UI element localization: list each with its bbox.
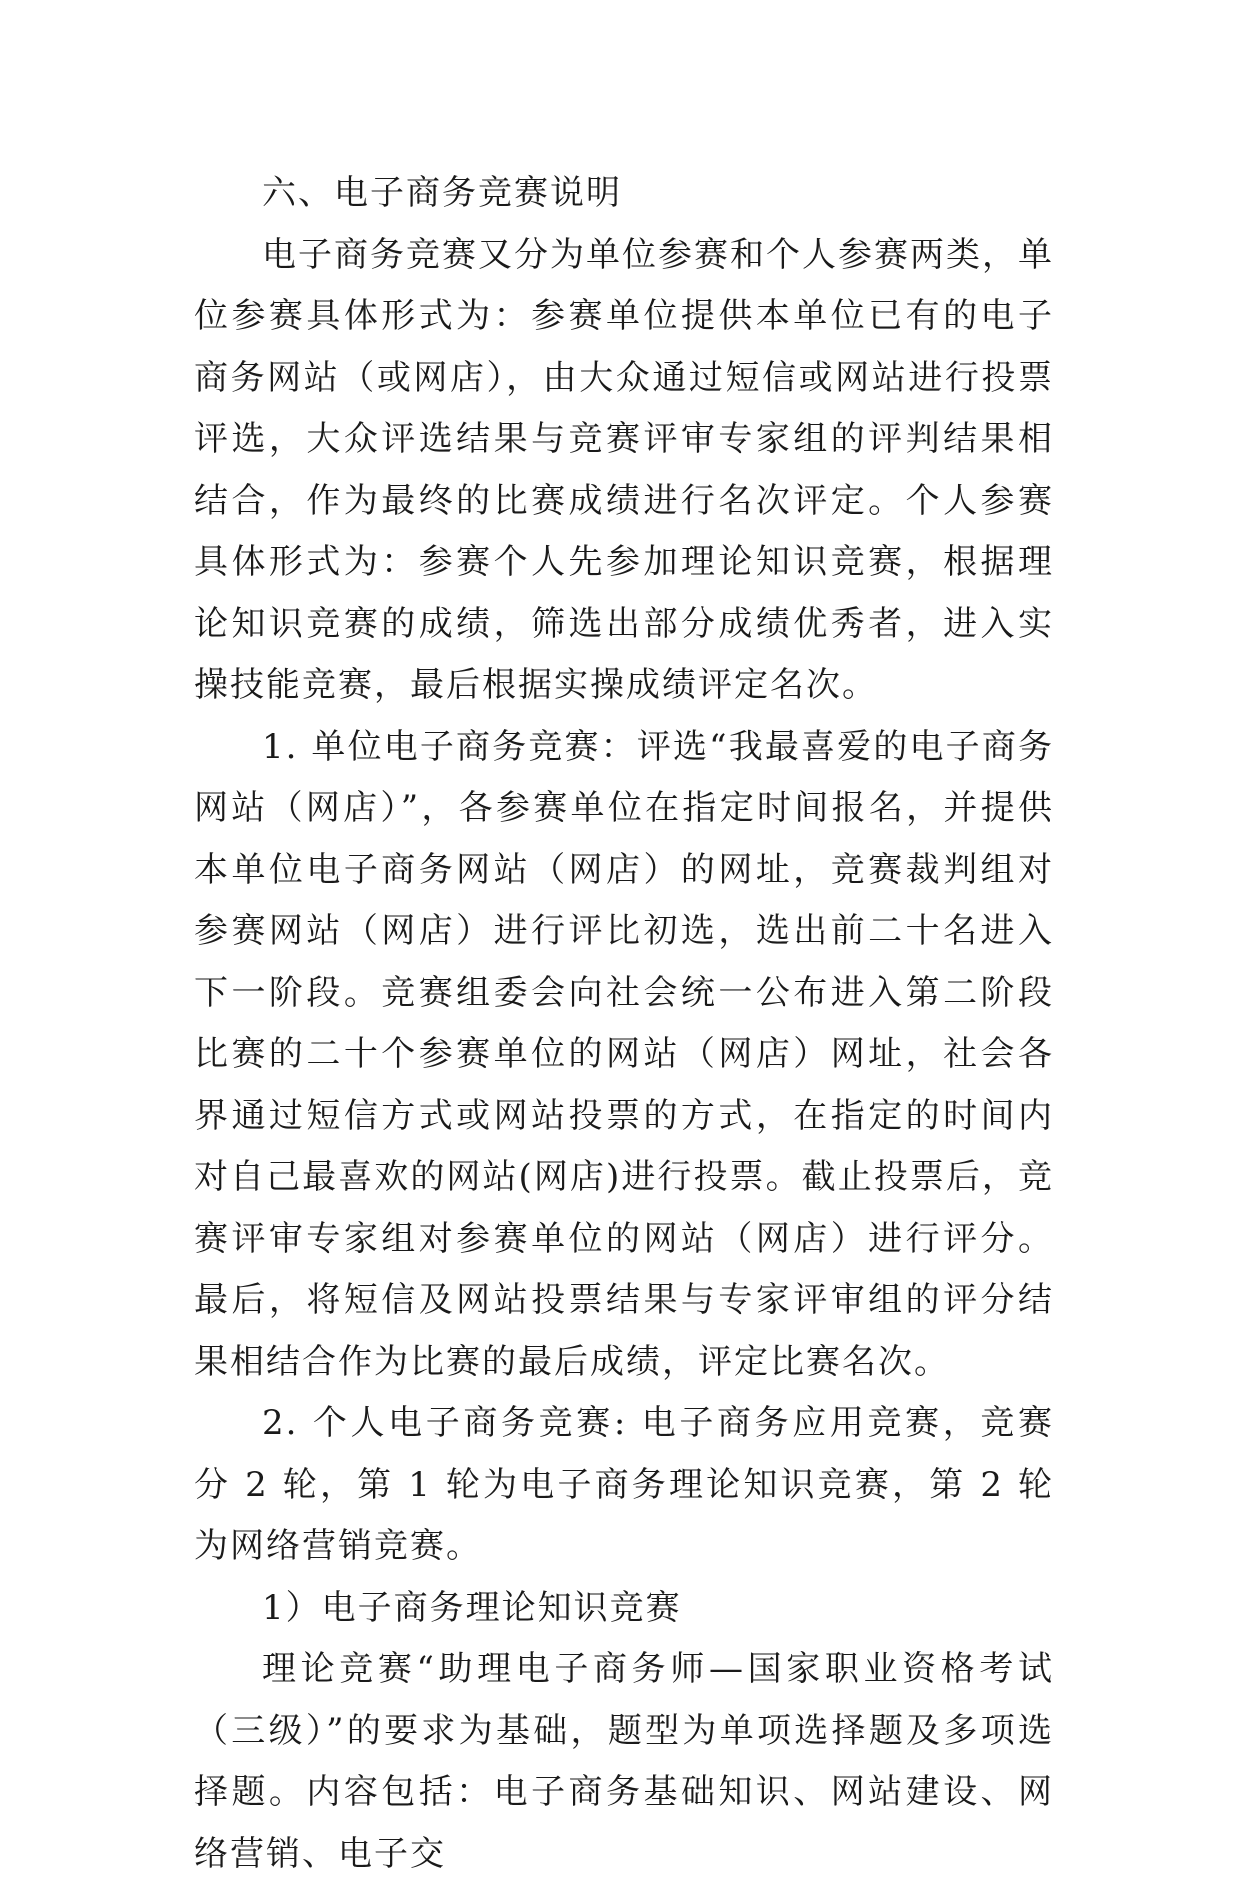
subheading-theory-competition: 1）电子商务理论知识竞赛 bbox=[262, 1587, 682, 1628]
paragraph-unit-competition: 1. 单位电子商务竞赛：评选“我最喜爱的电子商务网站（网店）”，各参赛单位在指定时间报名，并提供本单位电子商务网站（网店）的网址，竞赛裁判组对参赛网站（网店）进行评比初选，选出前二十名进入下一阶段。竞赛组委会向社会统一公布进入第二阶段比赛的二十个参赛单位的网站（网店）网址，社会各界通过短信方式或网站投票的方式，在指定的时间内对自己最喜欢的网站(网店)进行投票。截止投票后，竞赛评审专家组对参赛单位的网站（网店）进行评分。最后，将短信及网站投票结果与专家评审组的评分结果相结合作为比赛的最后成绩，评定比赛名次。 bbox=[194, 726, 1054, 1382]
paragraph-individual-competition: 2. 个人电子商务竞赛: 电子商务应用竞赛，竞赛分 2 轮，第 1 轮为电子商务理论知识竞赛，第 2 轮为网络营销竞赛。 bbox=[194, 1403, 1054, 1566]
section-heading: 六、电子商务竞赛说明 bbox=[262, 173, 622, 213]
paragraph-overview: 电子商务竞赛又分为单位参赛和个人参赛两类，单位参赛具体形式为：参赛单位提供本单位已有的电子商务网站（或网店），由大众通过短信或网站进行投票评选，大众评选结果与竞赛评审专家组的评判结果相结合，作为最终的比赛成绩进行名次评定。个人参赛具体形式为：参赛个人先参加理论知识竞赛，根据理论知识竞赛的成绩，筛选出部分成绩优秀者，进入实操技能竞赛，最后根据实操成绩评定名次。 bbox=[194, 234, 1054, 705]
paragraph-theory-details: 理论竞赛“助理电子商务师—国家职业资格考试（三级）”的要求为基础，题型为单项选择题及多项选择题。内容包括：电子商务基础知识、网站建设、网络营销、电子交 bbox=[194, 1649, 1054, 1874]
document-body bbox=[194, 163, 1054, 1885]
